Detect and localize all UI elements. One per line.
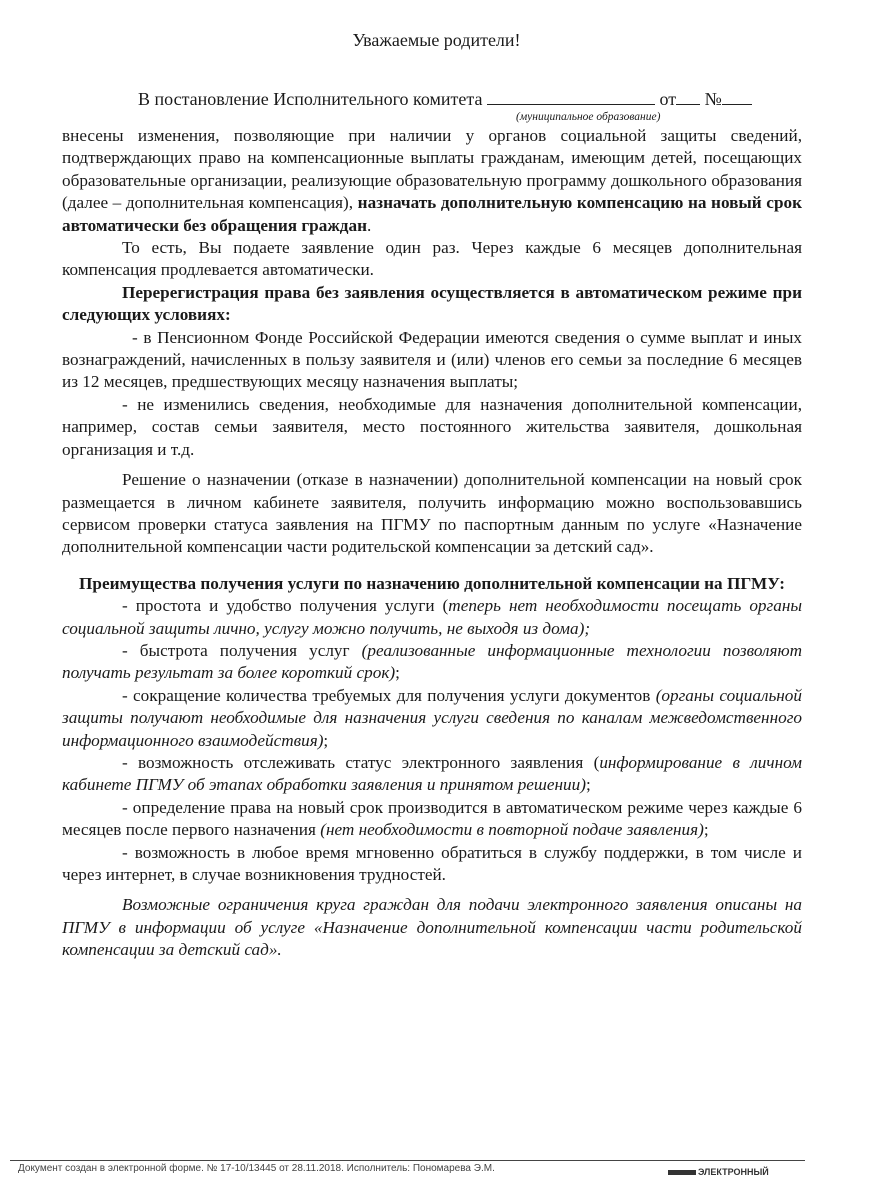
italic-text: теперь нет необходимости посещать органы социальной защиты лично, услугу можно получить, не выходя из дома); <box>62 596 802 638</box>
text: - определение права на новый срок производится в автоматическом режиме через каждые 6 месяцев после первого назначения <box>62 797 802 840</box>
text: То есть, Вы подаете заявление один раз. Через каждые 6 месяцев дополнительная компенсация продлевается автоматически. <box>62 238 802 280</box>
bold-text: Перерегистрация права без заявления осуществляется в автоматическом режиме при следующих условиях: <box>62 282 802 325</box>
paragraph <box>62 327 802 394</box>
text: ; <box>323 730 329 750</box>
text: - простота и удобство получения услуги ( <box>122 596 449 616</box>
text: ; <box>703 820 709 840</box>
section-heading <box>62 573 802 595</box>
date-blank <box>676 88 700 105</box>
paragraph <box>62 685 802 752</box>
paragraph <box>62 595 802 640</box>
municipality-caption: (муниципальное образование) <box>516 111 661 123</box>
paragraph <box>62 842 802 887</box>
bold-text: Преимущества получения услуги по назначению дополнительной компенсации на ПГМУ: <box>79 573 785 593</box>
bold-text: назначать дополнительную компенсацию на новый срок автоматически без обращения граждан <box>62 193 802 235</box>
text: ; <box>585 775 591 795</box>
text: - возможность отслеживать статус электронного заявления ( <box>122 752 600 772</box>
text: . <box>366 215 372 235</box>
footer-text: Документ создан в электронной форме. № 17-10/13445 от 28.11.2018. Исполнитель: Пономарева Э.М. <box>18 1163 495 1174</box>
paragraph <box>62 125 802 237</box>
italic-text: (нет необходимости в повторной подаче заявления) <box>320 820 704 840</box>
number-label: № <box>704 89 722 109</box>
footer-divider <box>10 1160 805 1161</box>
municipality-blank <box>487 88 655 105</box>
italic-text: (реализованные информационные технологии позволяют получать результат за более короткий срок) <box>62 640 802 683</box>
electronic-logo: ЭЛЕКТРОННЫЙ <box>668 1167 769 1177</box>
paragraph <box>62 797 802 842</box>
italic-text: (органы социальной защиты получают необходимые для назначения услуги сведения по каналам межведомственного информационного взаимодействия) <box>62 685 802 750</box>
document-title: Уважаемые родители! <box>352 30 521 50</box>
paragraph <box>62 894 802 961</box>
text: Решение о назначении (отказе в назначении) дополнительной компенсации на новый срок размещается в личном кабинете заявителя, получить информацию можно воспользовавшись сервисом проверки статуса заявления на ПГМУ по паспортным данным по услуге «Назначение дополнительной компенсации части родительской компенсации за детский сад». <box>62 470 802 557</box>
paragraph <box>62 752 802 797</box>
number-blank <box>722 88 752 105</box>
intro-text: В постановление Исполнительного комитета <box>138 89 483 109</box>
text: - возможность в любое время мгновенно обратиться в службу поддержки, в том числе и через интернет, в случае возникновения трудностей. <box>62 842 802 884</box>
paragraph <box>62 640 802 685</box>
text: - в Пенсионном Фонде Российской Федерации имеются сведения о сумме выплат и иных вознаграждений, начисленных в пользу заявителя и (или) членов его семьи за последние 6 месяцев из 12 месяцев, предшествующих месяцу назначения выплаты; <box>62 327 802 392</box>
text: - не изменились сведения, необходимые для назначения дополнительной компенсации, например, состав семьи заявителя, место постоянного жительства заявителя, дошкольная организация и т.д. <box>62 394 802 459</box>
date-label: от <box>659 89 677 109</box>
text: - быстрота получения услуг <box>122 640 362 660</box>
italic-text: Возможные ограничения круга граждан для подачи электронного заявления описаны на ПГМУ в информации об услуге «Назначение дополнительной компенсации части родительской компенсации за детский сад». <box>62 895 802 960</box>
text: внесены изменения, позволяющие при наличии у органов социальной защиты сведений, подтверждающих право на компенсационные выплаты гражданам, имеющим детей, посещающих образовательные организации, реализующие образовательную программу дошкольного образования (далее – дополнительная компенсация), <box>62 126 802 213</box>
paragraph <box>62 394 802 461</box>
paragraph <box>62 282 802 327</box>
text: - сокращение количества требуемых для получения услуги документов <box>122 685 656 705</box>
paragraph <box>62 237 802 282</box>
text: ; <box>395 663 400 683</box>
italic-text: информирование в личном кабинете ПГМУ об этапах обработки заявления и принятом решении) <box>62 752 802 795</box>
paragraph <box>62 469 802 559</box>
document-body <box>62 125 802 962</box>
intro-line <box>138 88 752 110</box>
